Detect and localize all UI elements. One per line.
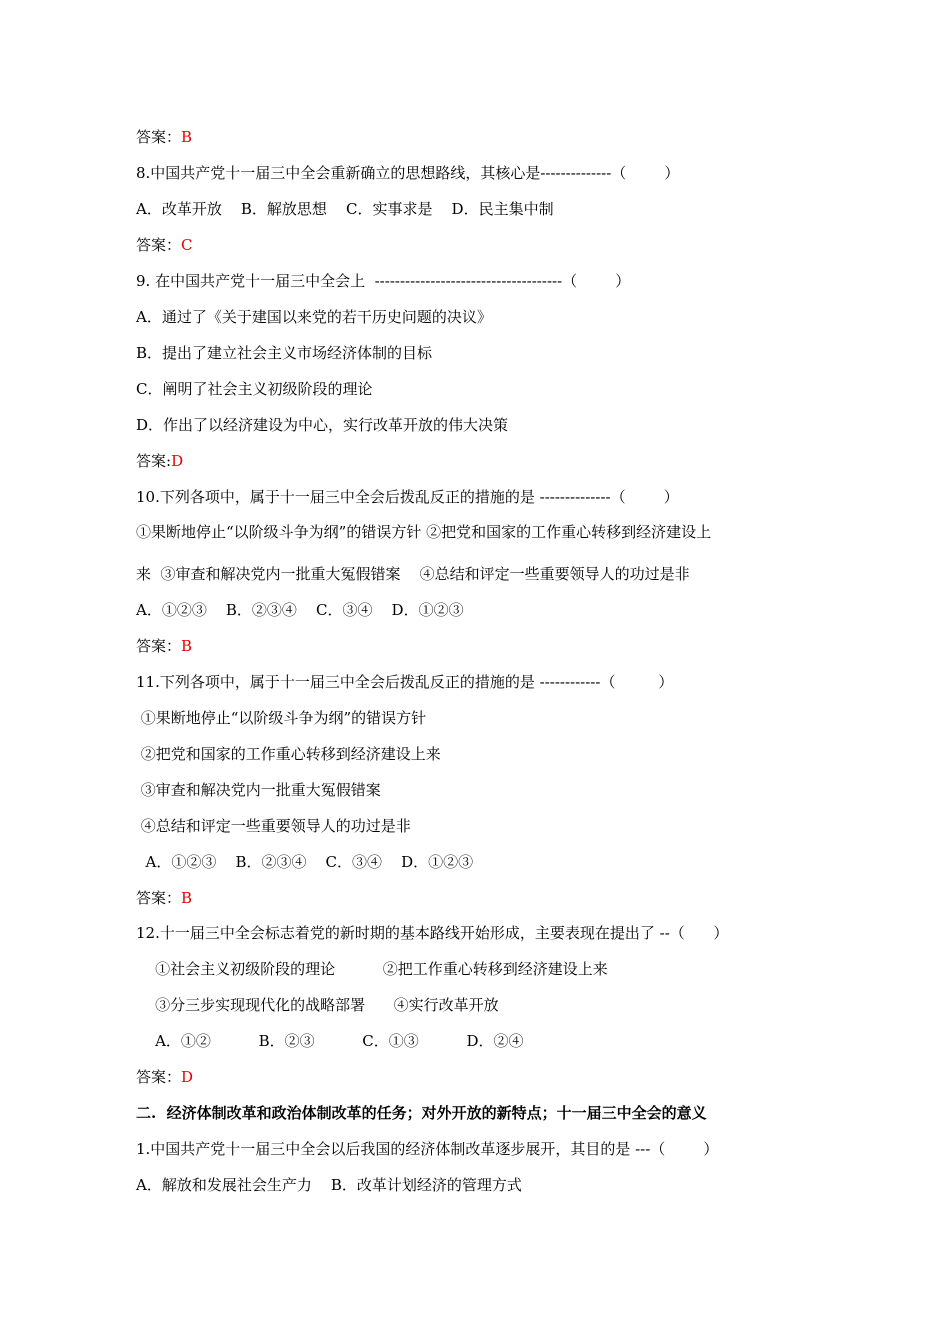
answer-label: 答案： xyxy=(136,236,182,254)
answer-label: 答案： xyxy=(136,1068,182,1086)
answer-q8 xyxy=(136,235,193,255)
question-9-stem: 9. 在中国共产党十一届三中全会上 -------------------------------------（ ） xyxy=(136,272,631,290)
answer-q11 xyxy=(136,888,192,908)
answer-value: B xyxy=(181,128,193,146)
section-2-question-1-stem: 1.中国共产党十一届三中全会以后我国的经济体制改革逐步展开，其目的是 ---（ ） xyxy=(136,1140,719,1158)
answer-label: 答案： xyxy=(136,128,182,146)
answer-q7 xyxy=(136,127,192,147)
question-9-option-b: B．提出了建立社会主义市场经济体制的目标 xyxy=(136,344,433,362)
question-11-stem: 11.下列各项中，属于十一届三中全会后拨乱反正的措施的是 ------------（ ） xyxy=(136,673,674,691)
question-10-stem: 10.下列各项中，属于十一届三中全会后拨乱反正的措施的是 --------------（ ） xyxy=(136,488,679,506)
question-8-options: A．改革开放 B．解放思想 C．实事求是 D．民主集中制 xyxy=(136,200,554,218)
question-12-stem: 12.十一届三中全会标志着党的新时期的基本路线开始形成，主要表现在提出了 --（ ） xyxy=(136,924,729,942)
question-11-item-4: ④总结和评定一些重要领导人的功过是非 xyxy=(136,817,411,835)
question-9-option-a: A．通过了《关于建国以来党的若干历史问题的决议》 xyxy=(136,308,492,326)
question-9-option-d: D．作出了以经济建设为中心，实行改革开放的伟大决策 xyxy=(136,416,509,434)
answer-label: 答案: xyxy=(136,452,172,470)
answer-value: D xyxy=(181,1068,194,1086)
question-11-item-3: ③审查和解决党内一批重大冤假错案 xyxy=(136,781,381,799)
question-12-items-line-2: ③分三步实现现代化的战略部署 ④实行改革开放 xyxy=(136,996,499,1014)
question-10-items-line-1: ①果断地停止“以阶级斗争为纲”的错误方针 ②把党和国家的工作重心转移到经济建设上 xyxy=(136,523,712,541)
question-12-options: A．①② B．②③ C．①③ D．②④ xyxy=(136,1032,524,1050)
question-11-options: A．①②③ B．②③④ C．③④ D．①②③ xyxy=(136,853,474,871)
question-11-item-1: ①果断地停止“以阶级斗争为纲”的错误方针 xyxy=(136,709,427,727)
question-11-item-2: ②把党和国家的工作重心转移到经济建设上来 xyxy=(136,745,441,763)
answer-q12 xyxy=(136,1067,193,1087)
section-2-question-1-options: A．解放和发展社会生产力 B．改革计划经济的管理方式 xyxy=(136,1176,522,1194)
answer-q10 xyxy=(136,636,192,656)
question-9-option-c: C．阐明了社会主义初级阶段的理论 xyxy=(136,380,373,398)
answer-value: B xyxy=(181,637,193,655)
question-10-items-line-2: 来 ③审查和解决党内一批重大冤假错案 ④总结和评定一些重要领导人的功过是非 xyxy=(136,565,690,583)
question-12-items-line-1: ①社会主义初级阶段的理论 ②把工作重心转移到经济建设上来 xyxy=(136,960,608,978)
answer-value: C xyxy=(181,236,193,254)
answer-q9 xyxy=(136,451,183,471)
answer-value: D xyxy=(171,452,184,470)
answer-value: B xyxy=(181,889,193,907)
answer-label: 答案： xyxy=(136,637,182,655)
question-10-options: A．①②③ B．②③④ C．③④ D．①②③ xyxy=(136,601,464,619)
answer-label: 答案： xyxy=(136,889,182,907)
section-2-heading: 二. 经济体制改革和政治体制改革的任务；对外开放的新特点；十一届三中全会的意义 xyxy=(136,1104,707,1122)
question-8-stem: 8.中国共产党十一届三中全会重新确立的思想路线，其核心是--------------（ ） xyxy=(136,164,680,182)
